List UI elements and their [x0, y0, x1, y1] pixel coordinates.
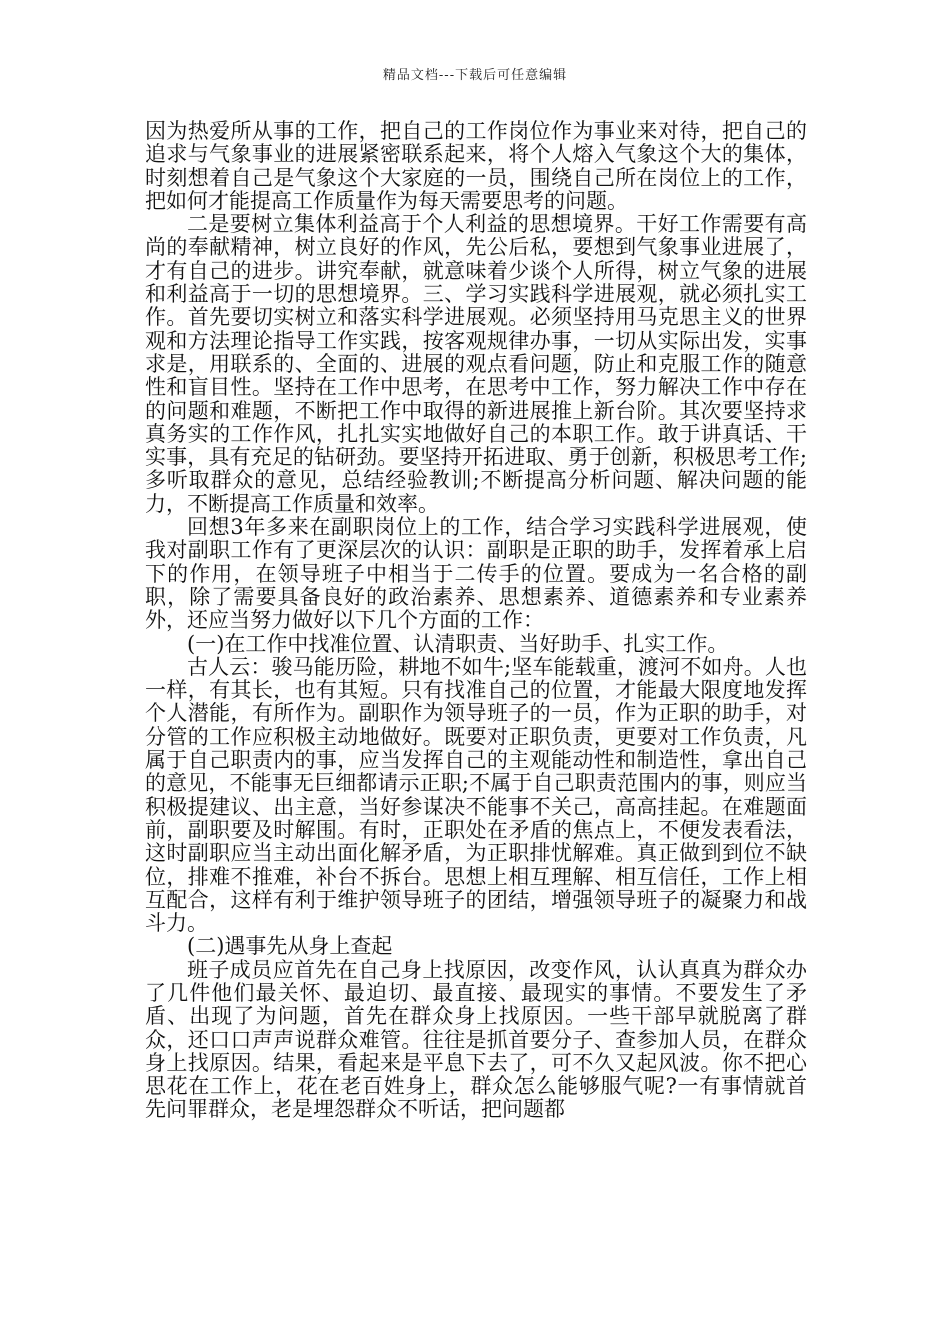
paragraph: 班子成员应首先在自己身上找原因，改变作风，认认真真为群众办了几件他们最关怀、最迫切、最直接、最现实的事情。不要发生了矛盾、出现了为问题，首先在群众身上找原因。一些干部早就脱离了群众，还口口声声说群众难管。往往是抓首要分子、查参加人员，在群众身上找原因。结果，看起来是平息下去了，可不久又起风波。你不把心思花在工作上，花在老百姓身上，群众怎么能够服气呢?一有事情就首先问罪群众，老是埋怨群众不听话，把问题都 — [145, 957, 807, 1122]
paragraph: 回想3年多来在副职岗位上的工作，结合学习实践科学进展观，使我对副职工作有了更深层次的认识：副职是正职的助手，发挥着承上启下的作用，在领导班子中相当于二传手的位置。要成为一名合格的副职，除了需要具备良好的政治素养、思想素养、道德素养和专业素养外，还应当努力做好以下几个方面的工作： — [145, 515, 807, 633]
paragraph: 二是要树立集体利益高于个人利益的思想境界。干好工作需要有高尚的奉献精神，树立良好的作风，先公后私，要想到气象事业进展了，才有自己的进步。讲究奉献，就意味着少谈个人所得，树立气象的进展和利益高于一切的思想境界。三、学习实践科学进展观，就必须扎实工作。首先要切实树立和落实科学进展观。必须坚持用马克思主义的世界观和方法理论指导工作实践，按客观规律办事，一切从实际出发，实事求是，用联系的、全面的、进展的观点看问题，防止和克服工作的随意性和盲目性。坚持在工作中思考，在思考中工作，努力解决工作中存在的问题和难题，不断把工作中取得的新进展推上新台阶。其次要坚持求真务实的工作作风，扎扎实实地做好自己的本职工作。敢于讲真话、干实事，具有充足的钻研劲。要坚持开拓进取、勇于创新，积极思考工作;多听取群众的意见，总结经验教训;不断提高分析问题、解决问题的能力，不断提高工作质量和效率。 — [145, 212, 807, 516]
paragraph: 因为热爱所从事的工作，把自己的工作岗位作为事业来对待，把自己的追求与气象事业的进展紧密联系起来，将个人熔入气象这个大的集体，时刻想着自己是气象这个大家庭的一员，围绕自己所在岗位上的工作，把如何才能提高工作质量作为每天需要思考的问题。 — [145, 119, 807, 213]
section-heading: (一)在工作中找准位置、认清职责、当好助手、扎实工作。 — [187, 631, 729, 656]
section-heading: (二)遇事先从身上查起 — [187, 934, 393, 959]
paragraph: 古人云：骏马能历险，耕地不如牛;坚车能载重，渡河不如舟。人也一样，有其长，也有其短。只有找准自己的位置，才能最大限度地发挥个人潜能，有所作为。副职作为领导班子的一员，作为正职的助手，对分管的工作应积极主动地做好。既要对正职负责，更要对工作负责，凡属于自己职责内的事，应当发挥自己的主观能动性和制造性，拿出自己的意见，不能事无巨细都请示正职;不属于自己职责范围内的事，则应当积极提建议、出主意，当好参谋决不能事不关己，高高挂起。在难题面前，副职要及时解围。有时，正职处在矛盾的焦点上，不便发表看法，这时副职应当主动出面化解矛盾，为正职排忧解难。真正做到到位不缺位，排难不推难，补台不拆台。思想上相互理解、相互信任，工作上相互配合，这样有利于维护领导班子的团结，增强领导班子的凝聚力和战斗力。 — [145, 654, 807, 936]
document-body — [145, 120, 807, 1122]
page-header: 精品文档---下载后可任意编辑 — [382, 68, 568, 83]
